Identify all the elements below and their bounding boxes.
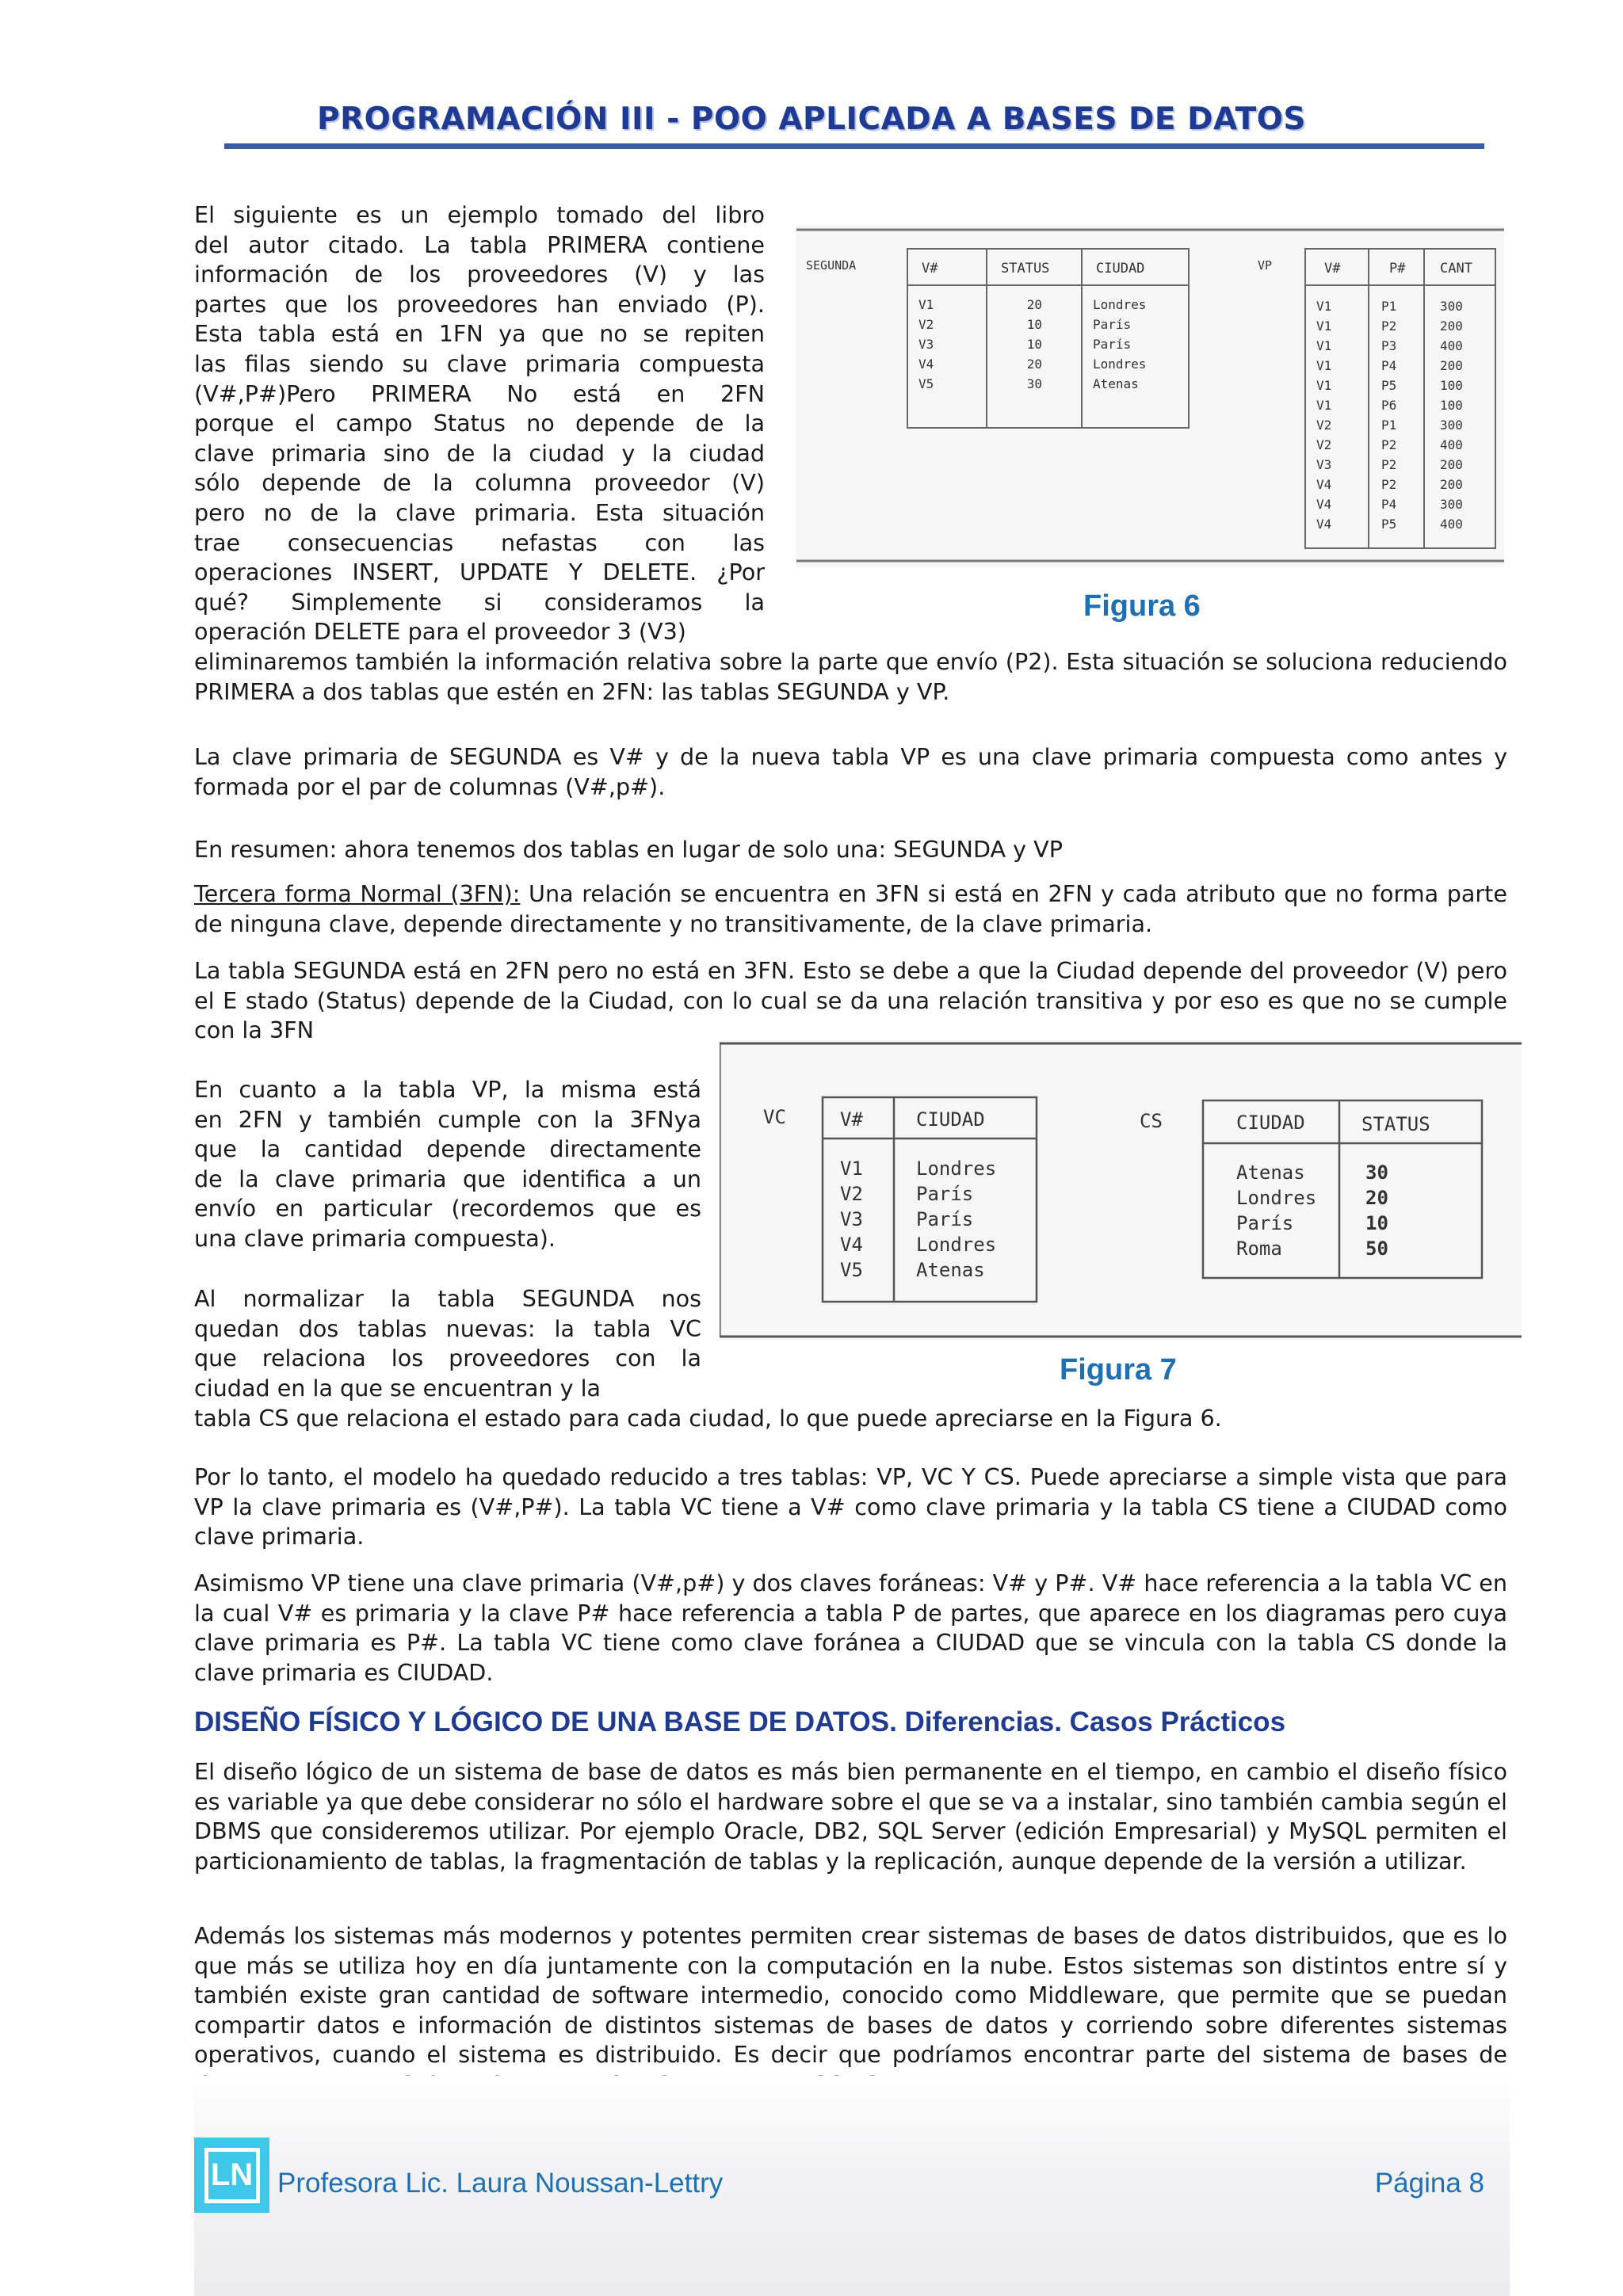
cell: V1 <box>1316 358 1332 373</box>
text-line: porque el campo Status no depende de la <box>194 410 765 437</box>
text-line: en 2FN y también cumple con la 3FNya <box>194 1105 701 1133</box>
cell: 300 <box>1440 299 1463 314</box>
text-line: partes que los proveedores han enviado (P). <box>194 290 765 318</box>
column-header: CIUDAD <box>1236 1112 1305 1134</box>
cell: V1 <box>1316 378 1332 393</box>
cell: Atenas <box>1093 376 1139 391</box>
text-line: una clave primaria compuesta). <box>194 1224 556 1252</box>
cell: 10 <box>1026 317 1042 332</box>
cell: V1 <box>1316 338 1332 353</box>
cell: P5 <box>1381 517 1397 532</box>
cell: Londres <box>1236 1187 1317 1209</box>
cell: P1 <box>1381 299 1397 314</box>
cell: V2 <box>1316 418 1332 433</box>
cell: 10 <box>1026 337 1042 352</box>
column-header: CANT <box>1440 261 1472 277</box>
figure-6-tables <box>796 225 1504 567</box>
cell: V1 <box>1316 318 1332 334</box>
cell: 200 <box>1440 358 1463 373</box>
footer-page-number: Página 8 <box>1374 2168 1484 2199</box>
column-header: STATUS <box>1361 1113 1430 1135</box>
page-header-title: PROGRAMACIÓN III - POO APLICADA A BASES DE DATOS <box>317 101 1306 137</box>
paragraph-foreign-keys: Asimismo VP tiene una clave primaria (V#,p#) y dos claves foráneas: V# y P#. V# hace referencia a la tabla VC en la cual V# es primaria y la clave P# hace referencia a tabla P de partes, que aparece en los diagramas pero cuya clave primaria es P#. La tabla VC tiene como clave foránea a CIUDAD que se vincula con la tabla CS donde la clave primaria es CIUDAD. <box>194 1569 1507 1686</box>
cell: V4 <box>1316 517 1332 532</box>
paragraph-summary: En resumen: ahora tenemos dos tablas en lugar de solo una: SEGUNDA y VP <box>194 836 1063 863</box>
text-line: clave primaria sino de la ciudad y la ciudad <box>194 439 765 467</box>
text-line: las filas siendo su clave primaria compuesta <box>194 349 765 377</box>
text-line: que la cantidad depende directamente <box>194 1135 701 1163</box>
column-header: V# <box>840 1108 863 1131</box>
figure-7-tables <box>720 1040 1522 1340</box>
paragraph-normalize <box>194 1284 701 1403</box>
text-line: envío en particular (recordemos que es <box>194 1195 701 1222</box>
text-line: quedan dos tablas nuevas: la tabla VC <box>194 1314 701 1342</box>
text-line: trae consecuencias nefastas con las <box>194 528 765 556</box>
cell: París <box>1236 1212 1294 1234</box>
text-line: (V#,P#)Pero PRIMERA No está en 2FN <box>194 379 765 407</box>
cell: 20 <box>1026 357 1042 372</box>
cell: París <box>1093 317 1132 332</box>
cell: 300 <box>1440 497 1463 512</box>
cell: 30 <box>1365 1161 1388 1184</box>
text-line: sólo depende de la columna proveedor (V) <box>194 469 765 497</box>
paragraph-3fn <box>194 879 1507 939</box>
text-line: pero no de la clave primaria. Esta situación <box>194 498 765 526</box>
figure-7-image <box>720 1040 1522 1340</box>
table-border <box>1305 249 1495 548</box>
cell: 10 <box>1365 1212 1388 1234</box>
cell: P3 <box>1381 338 1397 353</box>
table-name-cs: CS <box>1140 1110 1163 1132</box>
intro-paragraph-continued: eliminaremos también la información relativa sobre la parte que envío (P2). Esta situación se soluciona reduciendo PRIMERA a dos tablas que estén en 2FN: las tablas SEGUNDA y VP. <box>194 648 1507 705</box>
figure-7-caption: Figura 7 <box>1060 1353 1177 1386</box>
cell: V5 <box>918 376 934 391</box>
cell: V1 <box>1316 299 1332 314</box>
cell: P4 <box>1381 497 1397 512</box>
cell: 30 <box>1026 376 1042 391</box>
text-line: de la clave primaria que identifica a un <box>194 1165 701 1192</box>
paragraph-normalize-continued: tabla CS que relaciona el estado para cada ciudad, lo que puede apreciarse en la Figura 6. <box>194 1405 1222 1432</box>
text-line: qué? Simplemente si consideramos la <box>194 588 765 616</box>
cell: V2 <box>840 1183 863 1205</box>
cell: 50 <box>1365 1238 1388 1260</box>
text-line: En cuanto a la tabla VP, la misma está <box>194 1076 701 1103</box>
paragraph-segunda-3fn: La tabla SEGUNDA está en 2FN pero no está en 3FN. Esto se debe a que la Ciudad depende del proveedor (V) pero el E stado (Status) depende de la Ciudad, con lo cual se da una relación transitiva y por eso es que no se cumple con la 3FN <box>194 957 1507 1044</box>
column-header: CIUDAD <box>1096 261 1145 277</box>
cell: V5 <box>840 1259 863 1281</box>
text-line: operación DELETE para el proveedor 3 (V3) <box>194 618 686 646</box>
cell: P4 <box>1381 358 1397 373</box>
cell: Londres <box>1093 297 1147 312</box>
text-line: El siguiente es un ejemplo tomado del libro <box>194 201 765 228</box>
text-line: del autor citado. La tabla PRIMERA contiene <box>194 231 765 258</box>
cell: P6 <box>1381 398 1397 413</box>
paragraph-distributed: Además los sistemas más modernos y potentes permiten crear sistemas de bases de datos distribuidos, que es lo que más se utiliza hoy en día juntamente con la computación en la nube. Estos sistemas son distintos entre sí y también existe gran cantidad de software intermedio, conocido como Middleware, que permite que se puedan compartir datos e información de distintos sistemas de bases de datos y corriendo sobre diferentes sistemas operativos, cuando el sistema es distribuido. Es decir que podríamos encontrar parte del sistema de bases de <box>194 1922 1507 2069</box>
author-logo <box>194 2138 269 2213</box>
cell: P1 <box>1381 418 1397 433</box>
3fn-label: Tercera forma Normal (3FN): <box>194 880 521 907</box>
paragraph-three-tables: Por lo tanto, el modelo ha quedado reducido a tres tablas: VP, VC Y CS. Puede apreciarse a simple vista que para VP la clave primaria es (V#,P#). La tabla VC tiene a V# como clave primaria y la tabla CS tiene a CIUDAD como clave primaria. <box>194 1463 1507 1550</box>
cell: V2 <box>918 317 934 332</box>
figure-6-image <box>796 225 1504 567</box>
cell: Londres <box>916 1234 997 1256</box>
cell: Atenas <box>916 1259 985 1281</box>
cell: 100 <box>1440 398 1463 413</box>
cell: V2 <box>1316 437 1332 452</box>
cell: P2 <box>1381 437 1397 452</box>
cell: 400 <box>1440 437 1463 452</box>
text-line: ciudad en la que se encuentran y la <box>194 1374 601 1402</box>
cell: V1 <box>1316 398 1332 413</box>
cell: 300 <box>1440 418 1463 433</box>
cell: P5 <box>1381 378 1397 393</box>
header-divider <box>224 143 1484 149</box>
paragraph-primary-key: La clave primaria de SEGUNDA es V# y de la nueva tabla VP es una clave primaria compuesta como antes y formada por el par de columnas (V#,p#). <box>194 743 1507 800</box>
table-name-vp: VP <box>1258 258 1273 273</box>
paragraph-vp-3fn <box>194 1075 701 1254</box>
cell: 400 <box>1440 338 1463 353</box>
text-line: operaciones INSERT, UPDATE Y DELETE. ¿Por <box>194 559 765 586</box>
figure-6-caption: Figura 6 <box>1083 589 1201 623</box>
cell: V4 <box>918 357 934 372</box>
cell: V1 <box>840 1158 863 1180</box>
text-line: información de los proveedores (V) y las <box>194 261 765 288</box>
logo-mark: LN <box>204 2148 260 2203</box>
cell: Londres <box>1093 357 1147 372</box>
cell: V4 <box>1316 477 1332 492</box>
column-header: V# <box>922 261 938 277</box>
cell: Londres <box>916 1158 997 1180</box>
cell: V4 <box>1316 497 1332 512</box>
column-header: P# <box>1389 261 1406 277</box>
cell: 200 <box>1440 457 1463 472</box>
cell: P2 <box>1381 457 1397 472</box>
cell: V3 <box>918 337 934 352</box>
column-header: CIUDAD <box>916 1108 985 1131</box>
cell: Atenas <box>1236 1161 1305 1184</box>
cell: 20 <box>1365 1187 1388 1209</box>
column-header: STATUS <box>1001 261 1050 277</box>
table-name-vc: VC <box>763 1106 786 1128</box>
paragraph-logical-physical: El diseño lógico de un sistema de base de datos es más bien permanente en el tiempo, en cambio el diseño físico es variable ya que debe considerar no sólo el hardware sobre el que se va a instalar, sino también cambia según el DBMS que consideremos utilizar. Por ejemplo Oracle, DB2, SQL Server (edición Empresarial) y MySQL permiten el particionamiento de tablas, la fragmentación de tablas y la replicación, aunque depende de la versión a utilizar. <box>194 1758 1507 1875</box>
text-line: Esta tabla está en 1FN ya que no se repiten <box>194 320 765 348</box>
cell: V1 <box>918 297 934 312</box>
cell: P2 <box>1381 477 1397 492</box>
cell: 200 <box>1440 318 1463 334</box>
cell: V4 <box>840 1234 863 1256</box>
cell: París <box>916 1183 974 1205</box>
table-name-segunda: SEGUNDA <box>806 258 857 273</box>
cell: París <box>916 1208 974 1230</box>
cell: P2 <box>1381 318 1397 334</box>
cell: 200 <box>1440 477 1463 492</box>
cell: 400 <box>1440 517 1463 532</box>
cell: Roma <box>1236 1238 1282 1260</box>
footer-author: Profesora Lic. Laura Noussan-Lettry <box>277 2168 724 2199</box>
cell: París <box>1093 337 1132 352</box>
column-header: V# <box>1324 261 1341 277</box>
text-line: Al normalizar la tabla SEGUNDA nos <box>194 1285 701 1312</box>
cell: V3 <box>840 1208 863 1230</box>
text-line: que relaciona los proveedores con la <box>194 1344 701 1372</box>
section-heading: DISEÑO FÍSICO Y LÓGICO DE UNA BASE DE DATOS. Diferencias. Casos Prácticos <box>194 1707 1286 1737</box>
3fn-text: Una relación se encuentra en 3FN si está en 2FN y cada atributo que no forma parte de ninguna clave, depende directamente y no transitivamente, de la clave primaria. <box>194 880 1507 937</box>
intro-paragraph <box>194 200 765 647</box>
cell: 100 <box>1440 378 1463 393</box>
cell: V3 <box>1316 457 1332 472</box>
cell: 20 <box>1026 297 1042 312</box>
